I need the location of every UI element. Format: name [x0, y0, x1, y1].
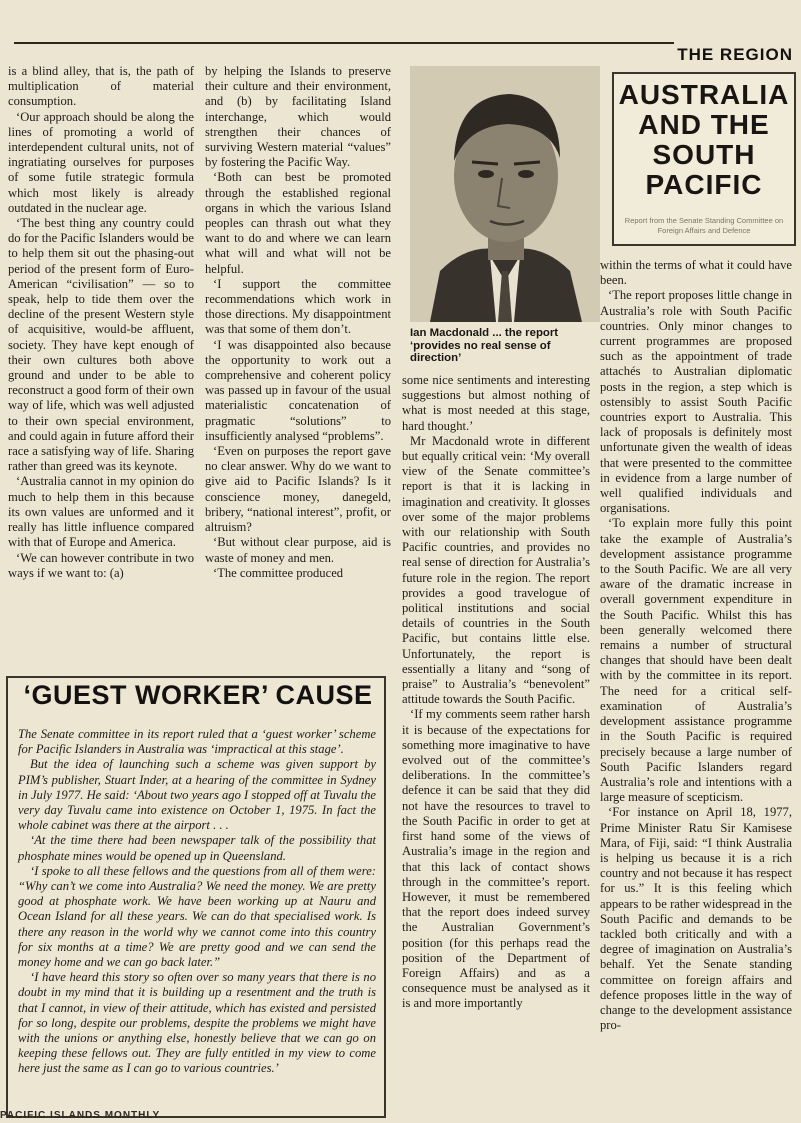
- article-column-2: [205, 64, 391, 581]
- portrait-photo: [410, 66, 600, 322]
- sidebar-body: [18, 727, 376, 1077]
- guest-worker-sidebar: [6, 676, 386, 1118]
- header-rule: [14, 42, 674, 44]
- paragraph: ‘If my comments seem rather harsh it is because of the expectations for something more imaginative to have evolved out of the committee’s deliberations. In the committee’s defence it can be said that they did not have the resources to travel to the South Pacific in order to get at first hand some of the views of Australia’s image in the region and that this lack of contact shows through in the committee’s report. However, it must be remembered that the report does indeed survey the Australian Government’s position (for this perhaps read the position of the Department of Foreign Affairs) and as a consequence must be analysed as it is and more importantly: [402, 707, 590, 1011]
- paragraph: ‘We can however contribute in two ways if we want to: (a): [8, 550, 194, 580]
- paragraph: ‘Our approach should be along the lines of promoting a world of interdependent cultural units, not of ingratiating ourselves for purposes of some futile strategic formula which most likely is already outdated in the nuclear age.: [8, 109, 194, 215]
- paragraph: ‘The committee produced: [213, 565, 344, 580]
- paragraph: ‘Australia cannot in my opinion do much to help them in this because its own values are unformed and it really has little influence compared with that of Europe and America.: [8, 474, 194, 550]
- paragraph: ‘Both can best be promoted through the established regional organs in which the various Island peoples can thrash out what they want to do and where we can learn what will and what will not be helpful.: [205, 170, 391, 276]
- sidebar-paragraph: The Senate committee in its report ruled that a ‘guest worker’ scheme for Pacific Islanders in Australia was ‘impractical at this stage’.: [18, 727, 376, 757]
- sidebar-paragraph: ‘I spoke to all these fellows and the questions from all of them were: “Why can’t we come into Australia? We need the money. We are pretty good at phosphate work. We have been working up at Nauru and Ocean Island for all these years. We can do that specialised work. Is there any reason in the world why we cannot come into this country for six months at a time? We are pretty good and we can send the money home and we can go back later.”: [18, 863, 376, 970]
- paragraph: ‘Even on purposes the report gave no clear answer. Why do we want to give aid to Pacific Islands? Is it conscience money, danegeld, bribery, “national interest”, profit, or altruism?: [205, 444, 391, 535]
- paragraph: within the terms of what it could have been.: [600, 258, 792, 288]
- paragraph: ‘The report proposes little change in Australia’s role with South Pacific countries. Only minor changes to current programmes are proposed such as the appointment of trade attachés to Australian diplomatic posts in the region, a step which is ostensibly to assist South Pacific countries export to Australia. This lack of proposals is definitely most unfortunate given the wealth of ideas that were presented to the committee in evidence from a large number of well qualified individuals and organisations.: [600, 288, 792, 516]
- publication-footer: PACIFIC ISLANDS MONTHLY: [0, 1110, 161, 1121]
- sidebar-paragraph: But the idea of launching such a scheme was given support by PIM’s publisher, Stuart Inder, at a hearing of the committee in Sydney in July 1977. He said: ‘About two years ago I stopped off at Tuvalu the very day Tuvalu came into existence on October 1, 1975. In fact the whole cabinet was there at the airport . . .: [18, 757, 376, 833]
- section-label: THE REGION: [677, 45, 793, 64]
- sidebar-paragraph: ‘At the time there had been newspaper talk of the possibility that phosphate mines would be opened up in Queensland.: [18, 833, 376, 863]
- feature-subtitle: Report from the Senate Standing Committee on Foreign Affairs and Defence: [624, 216, 784, 235]
- paragraph: ‘The best thing any country could do for the Pacific Islanders would be to help them sit out the phasing-out period of the present form of Euro-American “civilisation” — so to speak, help to tide them over the decline of the present Western style of acquisitive, would-be affluent, society. They have kept enough of their own cultures both above ground and under to be able to reconstruct a good form of their own way of life, which was well adjusted to their own special environment, and could again in future afford their race a satisfying way of life. Sharing rather than greed was its keynote.: [8, 216, 194, 474]
- feature-title: AUSTRALIA AND THE SOUTH PACIFIC: [618, 79, 790, 200]
- paragraph: is a blind alley, that is, the path of multiplication of material consumption.: [8, 64, 194, 109]
- paragraph: ‘I support the committee recommendations which work in those directions. My disappointment was that some of them don’t.: [205, 276, 391, 337]
- feature-report-box: [612, 72, 796, 246]
- article-column-4: [600, 258, 792, 1033]
- sidebar-title: ‘GUEST WORKER’ CAUSE: [23, 680, 373, 710]
- paragraph: ‘I was disappointed also because the opportunity to work out a comprehensive and coherent policy was passed up in favour of the usual materialistic concatenation of pragmatic “solutions” to insufficiently analysed “problems”.: [205, 337, 391, 443]
- sidebar-paragraph: ‘I have heard this story so often over so many years that there is no doubt in my mind that it is building up a resentment and the truth is that I cannot, in view of their attitude, which has existed and persisted for so long, despite our problems, despite the problems we might have with the unions or anything else, honestly believe that we can go on keeping these fellows out. They are fully entitled in my view to come here just the same as I can go to various countries.’: [18, 970, 376, 1076]
- article-column-1: [8, 64, 194, 581]
- paragraph: Mr Macdonald wrote in different but equally critical vein: ‘My overall view of the Senate committee’s report is that it is lacking in imagination and creativity. It glosses over some of the major problems with our relationship with South Pacific countries, and provides no real sense of direction for Australia’s future role in the region. The report provides a good travelogue of political institutions and social details of countries in the South Pacific, but contains little else. Unfortunately, the report is essentially a litany and “song of praise” to Australia’s “benevolent” attitude towards the South Pacific.: [402, 433, 590, 707]
- paragraph: ‘To explain more fully this point take the example of Australia’s development assistance programme to the South Pacific. We are all very aware of the dramatic increase in overall government expenditure in the South Pacific. Whilst this has been generally welcomed there remains a number of structural changes that should have been dealt with by the committee in its report. The need for a critical self-examination of Australia’s development assistance programme in the South Pacific is required precisely because a large number of South Pacific Islanders regard Australia’s role and intentions with a large measure of scepticism.: [600, 516, 792, 805]
- paragraph: some nice sentiments and interesting suggestions but almost nothing of what is most needed at this stage, hard thought.’: [402, 373, 590, 433]
- paragraph: ‘But without clear purpose, aid is waste of money and men.: [205, 535, 391, 565]
- photo-caption: Ian Macdonald ... the report ‘provides no real sense of direction’: [410, 327, 559, 364]
- portrait-image: [410, 66, 600, 322]
- article-column-3: [402, 373, 590, 1012]
- paragraph: ‘For instance on April 18, 1977, Prime Minister Ratu Sir Kamisese Mara, of Fiji, said: “I think Australia is helping us because it is a rich country and not because it has respect for us.” It is this feeling which appears to be rather widespread in the South Pacific and demands to be tackled both critically and with a degree of imagination on Australia’s behalf. Yet the Senate standing committee on foreign affairs and defence proposes little in the way of change to the development assistance pro-: [600, 805, 792, 1033]
- paragraph: by helping the Islands to preserve their culture and their environment, and (b) by facilitating Island interchange, which would strengthen their chances of surviving Western material “values” by fostering the Pacific Way.: [205, 64, 391, 170]
